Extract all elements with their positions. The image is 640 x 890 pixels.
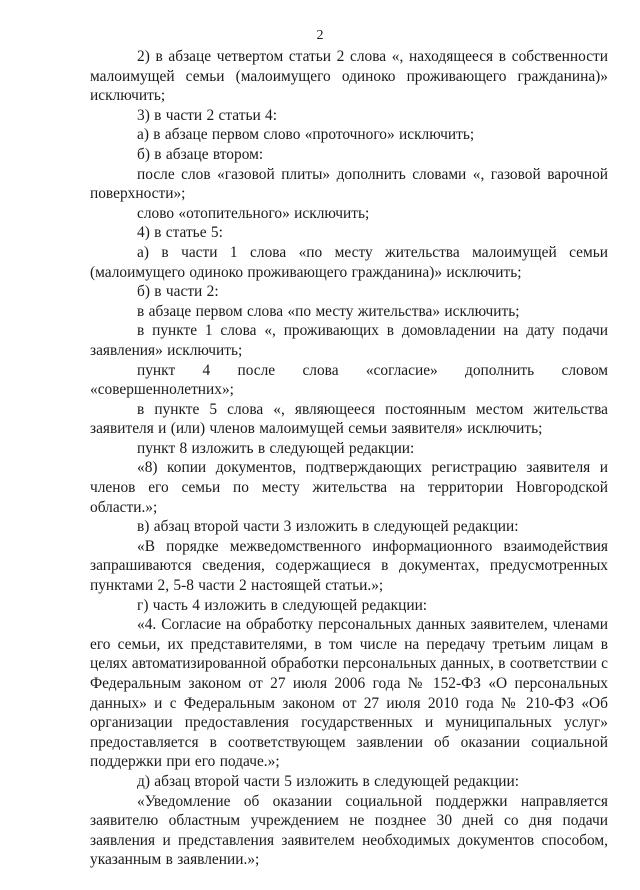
document-body [90,47,608,870]
page-number: 2 [316,28,324,43]
paragraph: б) в абзаце втором: [137,145,264,163]
paragraph: «8) копии документов, подтверждающих регистрацию заявителя и членов его семьи по месту жительства на территории Новгородской области.»; [90,459,608,516]
paragraph: 2) в абзаце четвертом статьи 2 слова «, находящееся в собственности малоимущей семьи (малоимущего одиноко проживающего гражданина)» исключить; [90,48,608,105]
paragraph: после слов «газовой плиты» дополнить словами «, газовой варочной поверхности»; [90,165,608,203]
paragraph: в) абзац второй части 3 изложить в следующей редакции: [137,518,519,536]
paragraph: 3) в части 2 статьи 4: [137,106,278,124]
paragraph: в пункте 5 слова «, являющееся постоянным местом жительства заявителя и (или) членов малоимущей семьи заявителя» исключить; [90,400,608,438]
paragraph: «Уведомление об оказании социальной поддержки направляется заявителю областным учреждением не позднее 30 дней со дня подачи заявления и представления заявителем необходимых документов способом, указанным в заявлении.»; [90,792,608,869]
paragraph: пункт 4 после слова «согласие» дополнить словом «совершеннолетних»; [90,361,608,399]
paragraph: слово «отопительного» исключить; [137,204,370,222]
paragraph: пункт 8 изложить в следующей редакции: [137,439,415,457]
paragraph: б) в части 2: [137,283,219,301]
paragraph: «В порядке межведомственного информационного взаимодействия запрашиваются сведения, содержащиеся в документах, предусмотренных пунктами 2, 5-8 части 2 настоящей статьи.»; [90,537,608,595]
paragraph: в абзаце первом слова «по месту жительства» исключить; [137,302,520,320]
paragraph: д) абзац второй части 5 изложить в следующей редакции: [137,772,520,790]
paragraph: «4. Согласие на обработку персональных данных заявителем, членами его семьи, их представителями, в том числе на передачу третьим лицам в целях автоматизированной обработки персональных данных, в соответствии с Федеральным законом от 27 июля 2006 года № 152-ФЗ «О персональных данных» и с Федеральным законом от 27 июля 2010 года № 210-ФЗ «Об организации предоставления государственных и муниципальных услуг» предоставляется в соответствующем заявлении об оказании социальной поддержки при его подаче.»; [90,616,608,771]
paragraph: 4) в статье 5: [137,224,223,242]
paragraph: а) в абзаце первом слово «проточного» исключить; [137,126,475,144]
paragraph: г) часть 4 изложить в следующей редакции: [137,596,428,614]
paragraph: в пункте 1 слова «, проживающих в домовладении на дату подачи заявления» исключить; [90,322,608,359]
paragraph: а) в части 1 слова «по месту жительства малоимущей семьи (малоимущего одиноко проживающего гражданина)» исключить; [90,243,608,281]
